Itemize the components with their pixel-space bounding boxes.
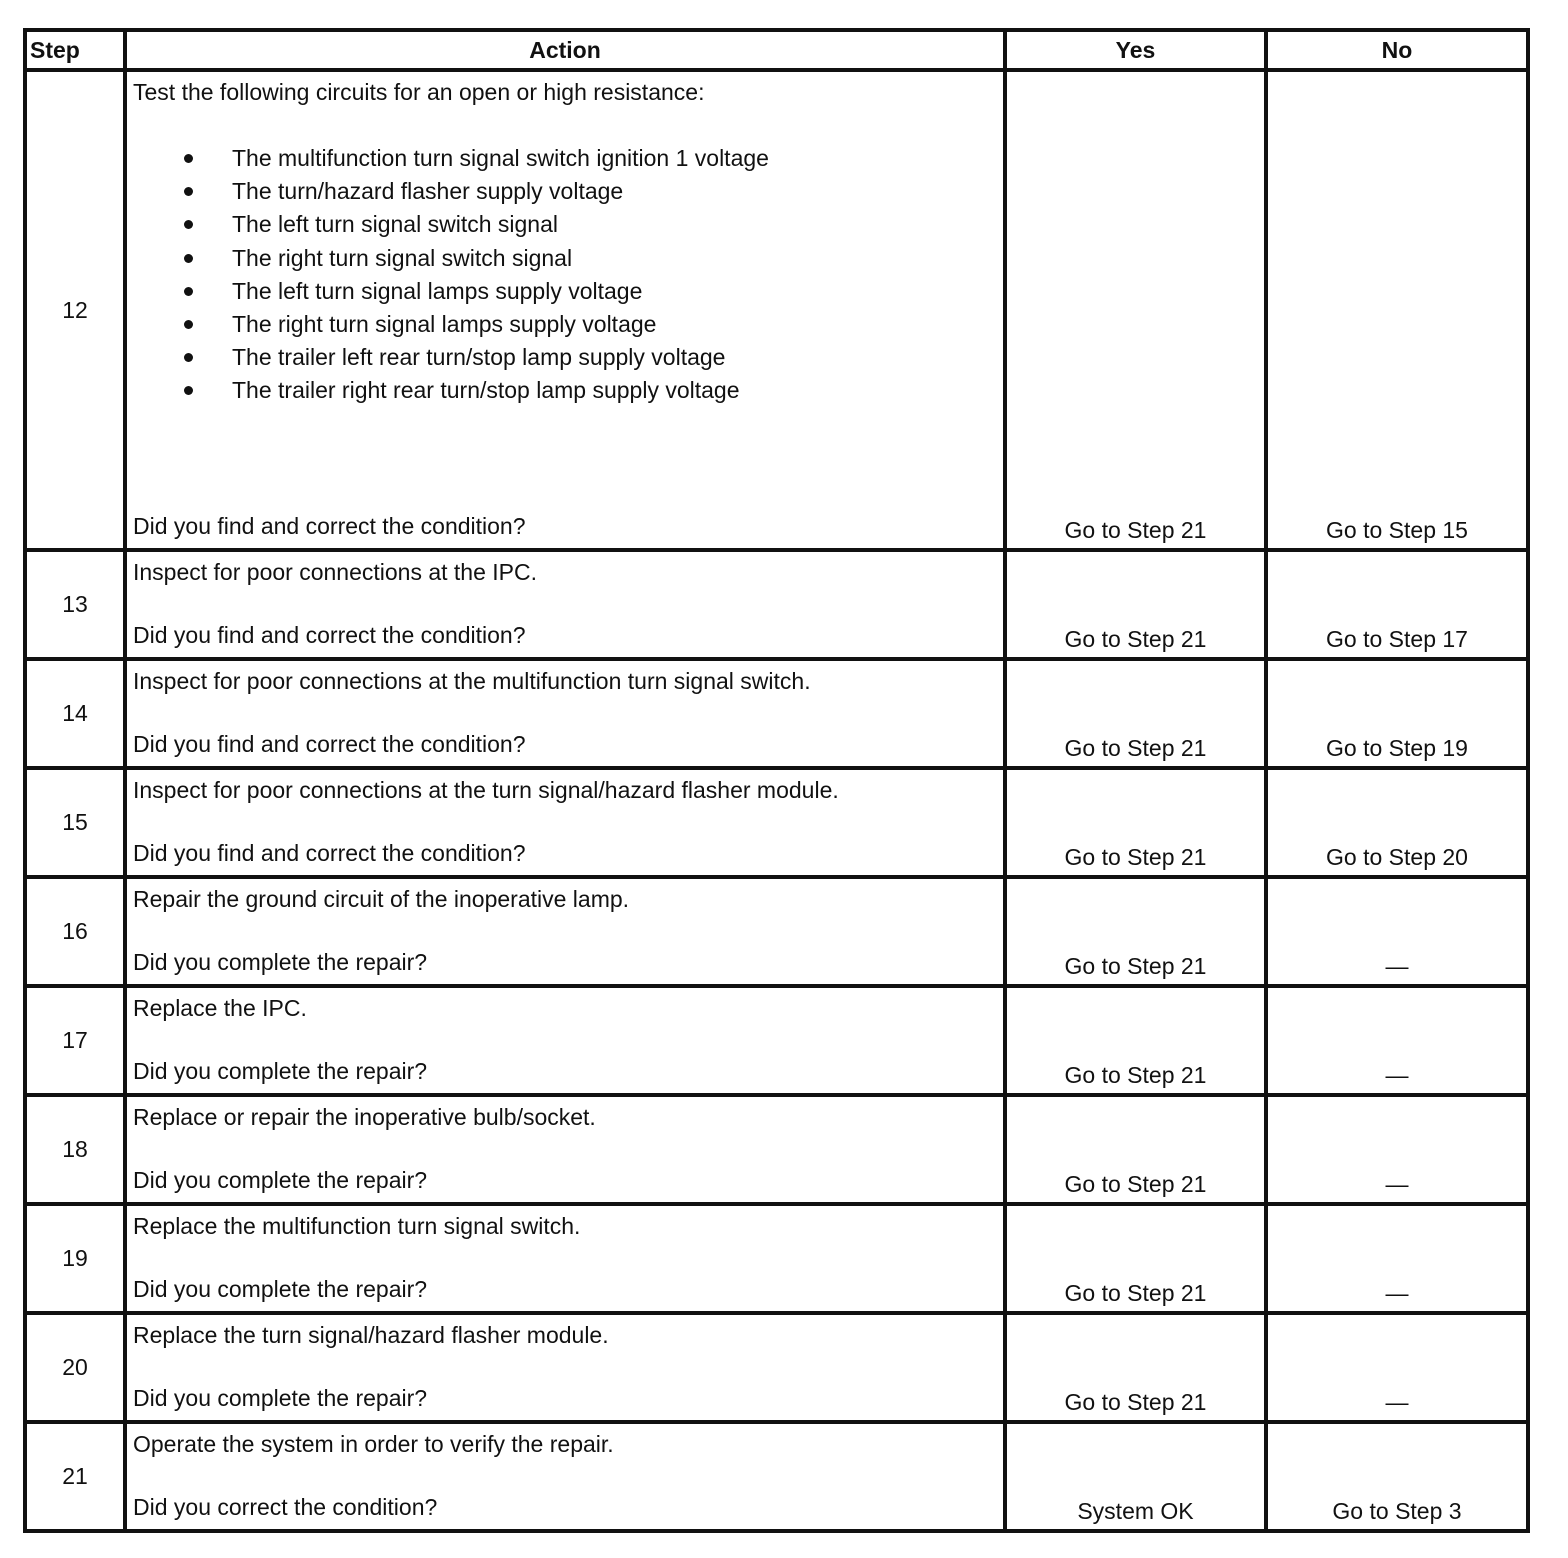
- no-cell: —: [1266, 877, 1528, 986]
- step-number: 21: [25, 1422, 125, 1531]
- step-number: 15: [25, 768, 125, 877]
- step-number: 17: [25, 986, 125, 1095]
- no-cell: —: [1266, 1313, 1528, 1422]
- action-question: Did you complete the repair?: [133, 1385, 428, 1411]
- step-number: 14: [25, 659, 125, 768]
- action-cell: [125, 1204, 1005, 1313]
- action-text: Test the following circuits for an open or high resistance:: [133, 79, 705, 105]
- action-text: Replace the IPC.: [133, 995, 307, 1021]
- bullet-icon: [184, 320, 193, 329]
- action-question: Did you complete the repair?: [133, 1058, 428, 1084]
- action-question: Did you find and correct the condition?: [133, 840, 526, 866]
- diagnostic-table: [23, 28, 1530, 1533]
- bullet-list: [133, 142, 997, 408]
- table-row: [25, 1204, 1528, 1313]
- action-text: Repair the ground circuit of the inoperative lamp.: [133, 886, 630, 912]
- no-cell: —: [1266, 986, 1528, 1095]
- yes-cell: Go to Step 21: [1005, 1095, 1266, 1204]
- step-header: Step: [25, 30, 125, 70]
- yes-cell: Go to Step 21: [1005, 877, 1266, 986]
- table-row: [25, 1095, 1528, 1204]
- table-row: [25, 70, 1528, 550]
- no-cell: —: [1266, 1095, 1528, 1204]
- bullet-icon: [184, 386, 193, 395]
- bullet-icon: [184, 287, 193, 296]
- action-question: Did you complete the repair?: [133, 1167, 428, 1193]
- action-text: Operate the system in order to verify the repair.: [133, 1431, 614, 1457]
- action-text: Inspect for poor connections at the turn signal/hazard flasher module.: [133, 777, 839, 803]
- action-question: Did you find and correct the condition?: [133, 513, 526, 539]
- yes-cell: Go to Step 21: [1005, 1204, 1266, 1313]
- action-text: Replace the multifunction turn signal switch.: [133, 1213, 581, 1239]
- yes-cell: Go to Step 21: [1005, 550, 1266, 659]
- list-item: The right turn signal switch signal: [133, 242, 997, 275]
- step-number: 20: [25, 1313, 125, 1422]
- yes-cell: Go to Step 21: [1005, 986, 1266, 1095]
- action-cell: [125, 1422, 1005, 1531]
- step-number: 18: [25, 1095, 125, 1204]
- list-item: The right turn signal lamps supply voltage: [133, 308, 997, 341]
- action-cell: [125, 659, 1005, 768]
- action-cell: [125, 1095, 1005, 1204]
- action-cell: [125, 70, 1005, 550]
- action-cell: [125, 986, 1005, 1095]
- no-header: No: [1266, 30, 1528, 70]
- action-cell: [125, 768, 1005, 877]
- bullet-icon: [184, 187, 193, 196]
- action-text: Inspect for poor connections at the multifunction turn signal switch.: [133, 668, 811, 694]
- header-row: [25, 30, 1528, 70]
- list-item: The left turn signal switch signal: [133, 208, 997, 241]
- table-row: [25, 768, 1528, 877]
- action-question: Did you correct the condition?: [133, 1494, 438, 1520]
- list-item: The left turn signal lamps supply voltage: [133, 275, 997, 308]
- table-row: [25, 986, 1528, 1095]
- action-question: Did you find and correct the condition?: [133, 622, 526, 648]
- bullet-icon: [184, 353, 193, 362]
- no-cell: Go to Step 19: [1266, 659, 1528, 768]
- step-number: 13: [25, 550, 125, 659]
- bullet-icon: [184, 254, 193, 263]
- step-number: 19: [25, 1204, 125, 1313]
- table-row: [25, 1313, 1528, 1422]
- action-cell: [125, 1313, 1005, 1422]
- yes-cell: Go to Step 21: [1005, 768, 1266, 877]
- bullet-icon: [184, 154, 193, 163]
- no-cell: —: [1266, 1204, 1528, 1313]
- list-item: The turn/hazard flasher supply voltage: [133, 175, 997, 208]
- no-cell: Go to Step 3: [1266, 1422, 1528, 1531]
- yes-header: Yes: [1005, 30, 1266, 70]
- action-text: Inspect for poor connections at the IPC.: [133, 559, 538, 585]
- no-cell: Go to Step 15: [1266, 70, 1528, 550]
- list-item: The trailer right rear turn/stop lamp supply voltage: [133, 374, 997, 407]
- step-number: 12: [25, 70, 125, 550]
- action-text: Replace the turn signal/hazard flasher module.: [133, 1322, 609, 1348]
- action-cell: [125, 550, 1005, 659]
- yes-cell: Go to Step 21: [1005, 659, 1266, 768]
- list-item: The multifunction turn signal switch ignition 1 voltage: [133, 142, 997, 175]
- table-row: [25, 877, 1528, 986]
- action-text: Replace or repair the inoperative bulb/socket.: [133, 1104, 596, 1130]
- bullet-icon: [184, 220, 193, 229]
- table-row: [25, 1422, 1528, 1531]
- action-question: Did you complete the repair?: [133, 949, 428, 975]
- no-cell: Go to Step 17: [1266, 550, 1528, 659]
- action-question: Did you complete the repair?: [133, 1276, 428, 1302]
- step-number: 16: [25, 877, 125, 986]
- table-row: [25, 550, 1528, 659]
- action-cell: [125, 877, 1005, 986]
- list-item: The trailer left rear turn/stop lamp supply voltage: [133, 341, 997, 374]
- yes-cell: System OK: [1005, 1422, 1266, 1531]
- action-header: Action: [125, 30, 1005, 70]
- action-question: Did you find and correct the condition?: [133, 731, 526, 757]
- yes-cell: Go to Step 21: [1005, 70, 1266, 550]
- no-cell: Go to Step 20: [1266, 768, 1528, 877]
- yes-cell: Go to Step 21: [1005, 1313, 1266, 1422]
- table-row: [25, 659, 1528, 768]
